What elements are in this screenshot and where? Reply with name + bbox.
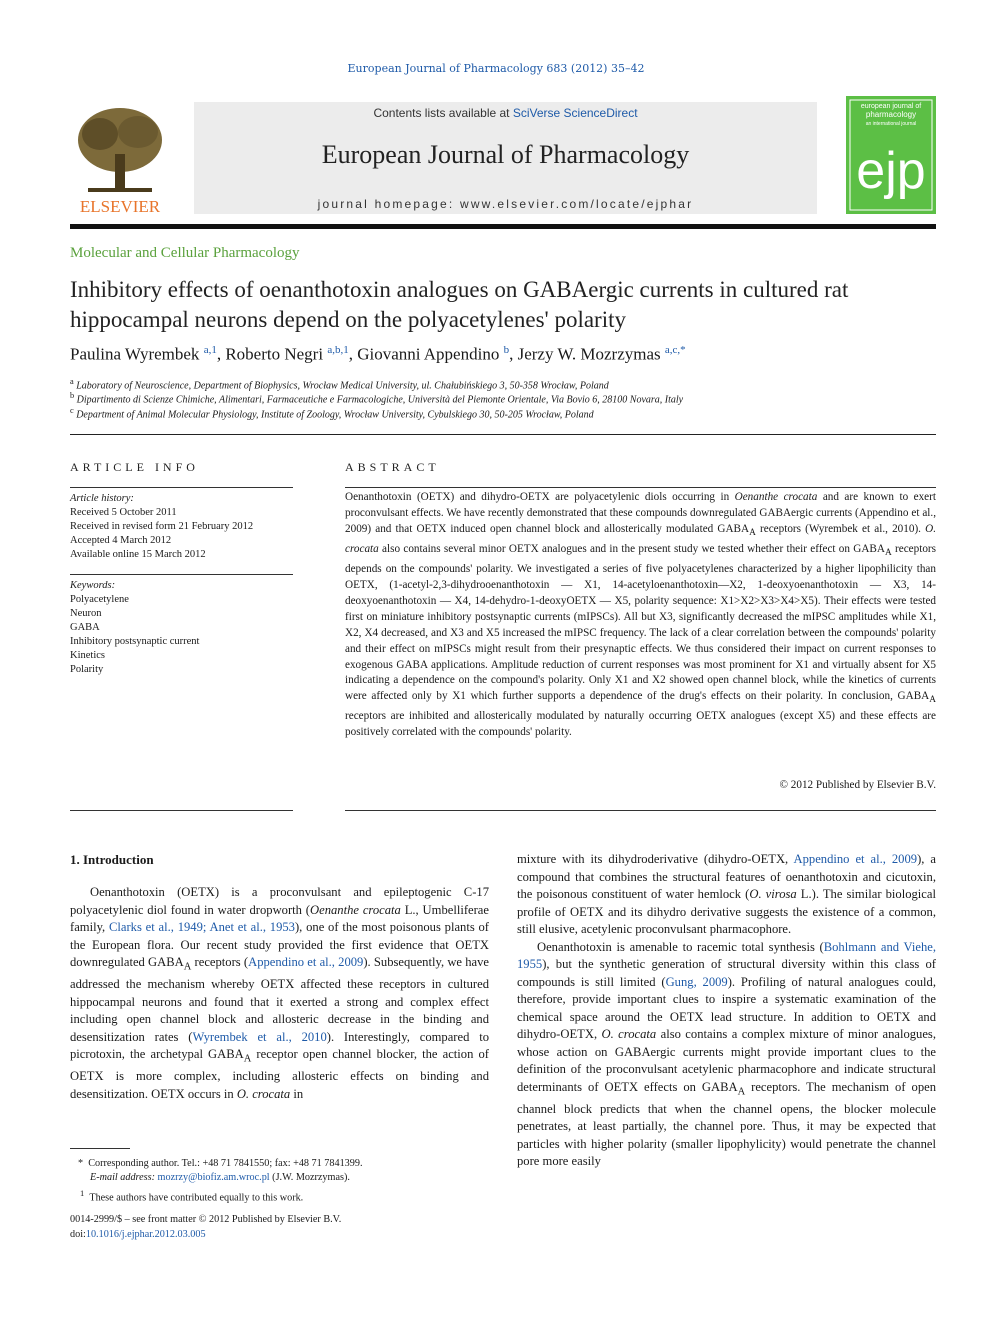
corresponding-author-note: * Corresponding author. Tel.: +48 71 7841550; fax: +48 71 7841399.	[78, 1158, 363, 1169]
keyword: Polyacetylene	[70, 594, 129, 605]
doi-link[interactable]: 10.1016/j.ejphar.2012.03.005	[85, 1229, 206, 1240]
journal-cover	[846, 96, 936, 214]
divider	[70, 434, 936, 435]
author-name[interactable]: Jerzy W. Mozrzymas	[517, 344, 661, 364]
title-line-1: Inhibitory effects of oenanthotoxin analogues on GABAergic currents in cultured rat	[70, 277, 849, 302]
body-column-left: Oenanthotoxin (OETX) is a proconvulsant and epileptogenic C-17 polyacetylenic diol found in water dropworth (Oenanthe crocata L., Umbelliferae family, Clarks et al., 1949; Anet et al., 1953), one of the most poisonous plants of the European flora. Our recent study provided the first evidence that OETX downregulated $GABA_A$ receptors (Appendino et al., 2009). Subsequently, we have addressed the mechanism whereby OETX affected these receptors in cultured hippocampal neurons and found that it exerted a strong and complex effect including open channel block and allosteric decrease in the binding and desensitization rates (Wyrembek et al., 2010). Interestingly, compared to picrotoxin, the archetypal $GABA_A$ receptor open channel blocker, the action of OETX is more complex, including allosteric effects on binding and desensitization. OETX occurs in O. crocata in	[70, 885, 489, 1101]
body-column-right: mixture with its dihydroderivative (dihydro-OETX, Appendino et al., 2009), a compound that combines the structural features of oenanthotoxin and cicutoxin, the poisonous constituent of water hemlock (O. virosa L.). The similar biological profile of OETX and its dihydro derivative suggests the existence of a common, still elusive, acetylenic proconvulsant pharmacophore. Oenanthotoxin is amenable to racemic total synthesis (Bohlmann and Viehe, 1955), but the synthetic generation of structural diversity within this class of compounds is still limited (Gung, 2009). Profiling of natural analogues could, therefore, provide important clues to inspire a systematic examination of the chemical space around the OETX lead structure. In addition to OETX and dihydro-OETX, O. crocata also contains a complex mixture of minor analogues, whose action on GABAergic currents might provide important clues to the definition of the proconvulsant acetylenic pharmacophore and indicate structural determinants of OETX effects on $GABA_A$ receptors. The mechanism of open channel block predicts that when the channel opens, the blocker molecule penetrates, at least partially, the channel pore. Thus, it may be expected that particles with higher polarity (smaller lipophylicity) would penetrate the channel pore more easily	[517, 852, 937, 1169]
reference-link[interactable]: Appendino et al., 2009	[248, 955, 364, 969]
cover-line-2: pharmacology	[865, 110, 917, 119]
publisher-name: ELSEVIER	[79, 197, 161, 216]
history-date: Accepted 4 March 2012	[70, 535, 172, 546]
masthead-rule	[70, 224, 936, 229]
history-date: Received in revised form 21 February 2012	[70, 521, 254, 532]
author-name[interactable]: Paulina Wyrembek	[70, 344, 200, 364]
journal-citation[interactable]: European Journal of Pharmacology 683 (2012) 35–42	[347, 62, 645, 75]
reference-link[interactable]: Appendino et al., 2009	[793, 852, 918, 866]
email-note: E-mail address: mozrzy@biofiz.am.wroc.pl (J.W. Mozrzymas).	[90, 1172, 350, 1183]
history-date: Received 5 October 2011	[70, 507, 177, 518]
reference-link[interactable]: Bohlmann and Viehe, 1955	[517, 939, 937, 971]
elsevier-tree-icon	[70, 104, 170, 216]
abstract-heading: ABSTRACT	[345, 460, 440, 474]
reference-link[interactable]: Wyrembek et al., 2010	[192, 1029, 327, 1044]
author-affiliation-mark[interactable]: a,b,1	[327, 344, 349, 356]
homepage-label: journal homepage:	[317, 197, 460, 211]
journal-homepage	[194, 197, 817, 211]
elsevier-logo	[70, 104, 170, 216]
divider	[345, 810, 936, 811]
reference-link[interactable]: Clarks et al., 1949; Anet et al., 1953	[109, 920, 295, 934]
section-heading: 1. Introduction	[70, 852, 154, 867]
affiliation: $^a$ Laboratory of Neuroscience, Department of Biophysics, Wrocław Medical University, ul. Chałubińskiego 3, 50-358 Wrocław, Poland	[70, 377, 609, 392]
keywords: Keywords: Polyacetylene Neuron GABA Inhibitory postsynaptic current Kinetics Polarity	[70, 579, 293, 677]
keyword: Kinetics	[70, 650, 105, 661]
sciencedirect-link[interactable]: SciVerse ScienceDirect	[512, 106, 638, 120]
divider	[70, 574, 293, 575]
author-affiliation-mark[interactable]: a,1	[203, 344, 217, 356]
contents-line	[194, 106, 817, 120]
history-date: Available online 15 March 2012	[70, 549, 206, 560]
equal-contribution-note: $^1$ These authors have contributed equally to this work.	[80, 1188, 304, 1204]
title-line-2: hippocampal neurons depend on the polyacetylenes' polarity	[70, 307, 626, 332]
keyword: Polarity	[70, 664, 104, 675]
divider	[70, 487, 293, 488]
email-link[interactable]: mozrzy@biofiz.am.wroc.pl	[157, 1172, 270, 1183]
footnote-rule	[70, 1148, 130, 1149]
copyright: © 2012 Published by Elsevier B.V.	[779, 779, 936, 791]
reference-link[interactable]: Gung, 2009	[665, 974, 728, 989]
paper-title	[70, 275, 940, 335]
divider	[70, 810, 293, 811]
cover-line-3: an international journal	[865, 121, 917, 127]
keyword: Neuron	[70, 608, 102, 619]
author-name[interactable]: Roberto Negri	[225, 344, 324, 364]
article-history: Article history: Received 5 October 2011 Received in revised form 21 February 2012 Accepted 4 March 2012 Available online 15 March 2012	[70, 492, 293, 562]
author-list: Paulina Wyrembek $^{a,1}$, Roberto Negri $^{a,b,1}$, Giovanni Appendino $^b$, Jerzy W. Mozrzymas $^{a,c,*}$	[70, 344, 686, 364]
affiliation: $^b$ Dipartimento di Scienze Chimiche, Alimentari, Farmaceutiche e Farmacologiche, Università del Piemonte Orientale, Via Bovio 6, 28100 Novara, Italy	[70, 391, 684, 406]
issn-line: 0014-2999/$ – see front matter © 2012 Published by Elsevier B.V.	[70, 1214, 342, 1225]
author-name[interactable]: Giovanni Appendino	[357, 344, 500, 364]
ejp-cover-icon	[846, 96, 936, 214]
journal-title: European Journal of Pharmacology	[321, 140, 690, 169]
author-affiliation-mark[interactable]: a,c,*	[664, 344, 686, 356]
author-affiliation-mark[interactable]: b	[503, 344, 510, 356]
abstract-text: Oenanthotoxin (OETX) and dihydro-OETX are polyacetylenic diols occurring in Oenanthe crocata and are known to exert proconvulsant effects. We have recently demonstrated that these compounds downregulated GABAergic currents (Appendino et al., 2009) and that OETX induced open channel block and allosterically modulated $GABA_A$ receptors (Wyrembek et al., 2010). O. crocata also contains several minor OETX analogues and in the present study we tested whether their effect on $GABA_A$ receptors depends on the compounds' polarity. We investigated a series of five polyacetylenes characterized by a higher lipophilicity than OETX, (1-acetyl-2,3-dihydrooenanthotoxin — X1, 14-acetyloenanthotoxin—X2, 1-deoxyoenanthotoxin — X3, 14-deoxyoenanthotoxin — X4, 14-dehydro-1-deoxyOETX — X5, polarity sequence: X1>X2>X3>X4>X5). Their effects were tested first on miniature inhibitory postsynaptic currents (mIPSCs). All but X3, significantly decreased the mIPSC amplitudes while X1, X2, X4 decreased, and X3 and X5 increased the mIPSC frequency. The lack of a clear correlation between the compounds' polarity and their effect on mIPSCs might result from their presynaptic effects. We thus considered their impact on current responses to exogenous GABA applications. Amplitude reduction of current responses was most prominent for X1 and virtually absent for X5 indicating a dependence on the compound's polarity. Only X1 and X2 showed open channel block, while the kinetics of currents were affected only by X1 which further supports a dependence of the drug's effects on their polarity. In conclusion, $GABA_A$ receptors are inhibited and allosterically modulated by naturally occurring OETX analogues (except X5) and these effects are positively correlated with the compounds' polarity.	[345, 491, 937, 739]
cover-line-1: european journal of	[860, 103, 922, 110]
divider	[345, 487, 936, 488]
keyword: GABA	[70, 622, 100, 633]
keyword: Inhibitory postsynaptic current	[70, 636, 200, 647]
contents-prefix: Contents lists available at	[373, 106, 513, 120]
doi-line: doi:10.1016/j.ejphar.2012.03.005	[70, 1229, 206, 1240]
article-info-heading: ARTICLE INFO	[70, 460, 199, 474]
section-label: Molecular and Cellular Pharmacology	[70, 245, 300, 261]
cover-ejp-logo: ejp	[856, 142, 926, 200]
homepage-link[interactable]: www.elsevier.com/locate/ejphar	[459, 197, 694, 211]
affiliation: $^c$ Department of Animal Molecular Physiology, Institute of Zoology, Wrocław University, Cybulskiego 30, 50-205 Wrocław, Poland	[70, 406, 594, 421]
